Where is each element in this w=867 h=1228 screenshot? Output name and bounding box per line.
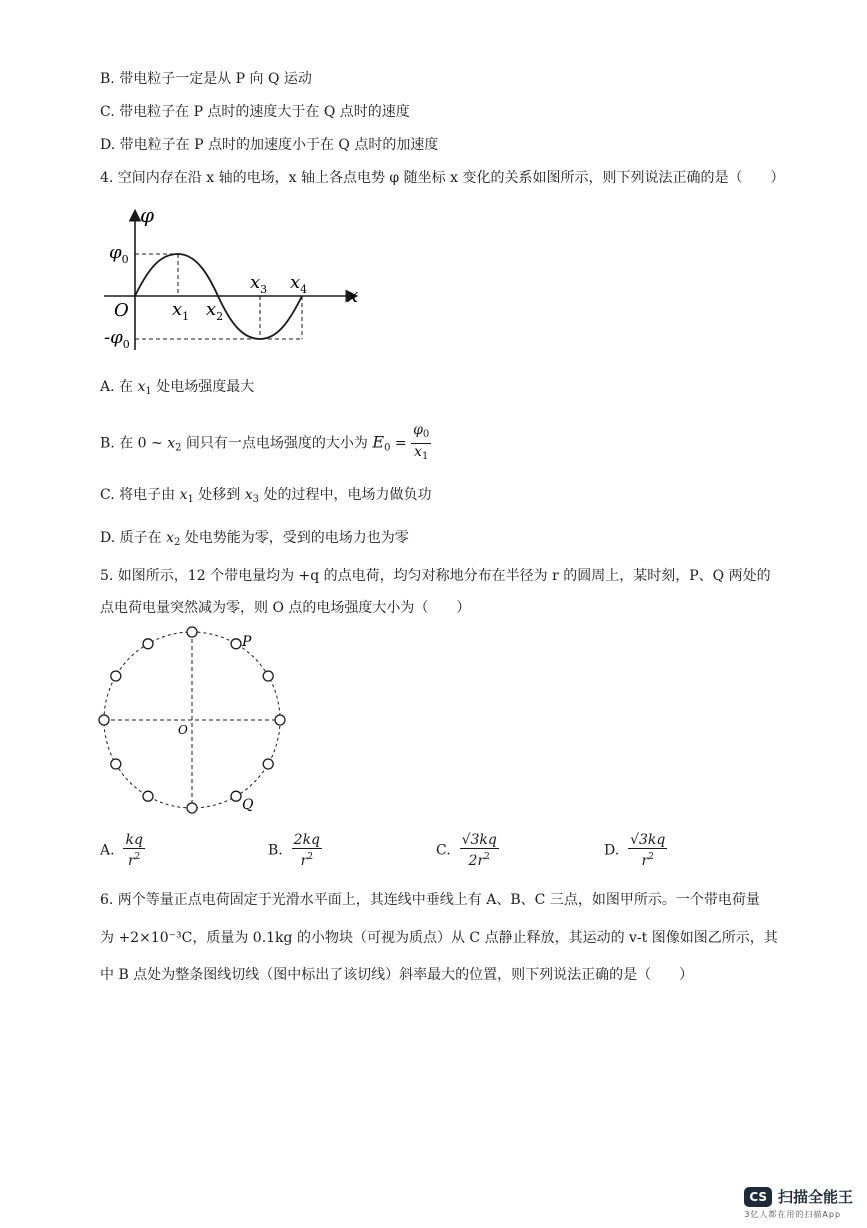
label-p: P (242, 634, 252, 650)
origin-label: O (114, 300, 129, 321)
point-charge (231, 639, 241, 649)
q6-line3: 中 B 点处为整条图线切线（图中标出了该切线）斜率最大的位置，则下列说法正确的是（ ） (100, 967, 694, 983)
x-axis-label: x (347, 283, 359, 307)
q3-option-b: B. 带电粒子一定是从 P 向 Q 运动 (100, 71, 312, 87)
q4-option-d: D. 质子在 $x_2$ 处电势能为零，受到的电场力也为零 (100, 530, 409, 548)
q6-line2: 为 +2×10⁻³C，质量为 0.1kg 的小物块（可视为质点）从 C 点静止释放，其运动的 v-t 图像如图乙所示，其 (100, 930, 778, 946)
label-q: Q (242, 797, 254, 813)
point-charge (263, 671, 273, 681)
point-charge (187, 627, 197, 637)
camscanner-name: 扫描全能王 (777, 1188, 853, 1206)
q5-option-d: D. $\frac{√3kq}{r^2}$ (604, 832, 666, 869)
phi0-label: $\varphi_0$ (109, 242, 129, 266)
q4-option-c: C. 将电子由 $x_1$ 处移到 $x_3$ 处的过程中，电场力做负功 (100, 487, 432, 505)
q5-option-a: A. $\frac{kq}{r^2}$ (100, 832, 143, 869)
q4-option-b: B. 在 0 ~ $x_2$ 间只有一点电场强度的大小为 $E_0$ = $\frac{\varphi_0}{x_1}$ (100, 422, 431, 465)
x4-label: $x_4$ (290, 272, 308, 296)
point-charge (143, 791, 153, 801)
q5-charge-circle-diagram (96, 624, 296, 820)
label-o: O (178, 723, 188, 737)
x2-label: $x_2$ (206, 299, 224, 323)
q4-option-a: A. 在 $x_1$ 处电场强度最大 (100, 379, 255, 397)
point-charge (187, 803, 197, 813)
q5-option-b: B. $\frac{2kq}{r^2}$ (268, 832, 321, 869)
point-charge (111, 671, 121, 681)
x3-label: $x_3$ (250, 272, 268, 296)
point-charge (111, 759, 121, 769)
q4-potential-graph (100, 200, 370, 355)
q3-option-c: C. 带电粒子在 P 点时的速度大于在 Q 点时的速度 (100, 104, 410, 120)
q3-option-d: D. 带电粒子在 P 点时的加速度小于在 Q 点时的加速度 (100, 137, 439, 153)
q4-stem: 4. 空间内存在沿 x 轴的电场，x 轴上各点电势 φ 随坐标 x 变化的关系如图所示，则下列说法正确的是（ ） (100, 170, 785, 186)
camscanner-watermark (744, 1186, 853, 1220)
q5-stem-line1: 5. 如图所示，12 个带电量均为 +q 的点电荷，均匀对称地分布在半径为 r 的圆周上，某时刻，P、Q 两处的 (100, 568, 771, 584)
point-charge (275, 715, 285, 725)
camscanner-tagline: 3亿人都在用的扫描App (744, 1210, 842, 1219)
phi-axis-label: φ (140, 203, 155, 227)
camscanner-logo-icon: CS (744, 1187, 772, 1207)
x1-label: $x_1$ (172, 299, 190, 323)
point-charge (99, 715, 109, 725)
point-charge (263, 759, 273, 769)
point-charge (143, 639, 153, 649)
point-charge (231, 791, 241, 801)
q6-line1: 6. 两个等量正点电荷固定于光滑水平面上，其连线中垂线上有 A、B、C 三点，如图甲所示。一个带电荷量 (100, 892, 760, 908)
q5-option-c: C. $\frac{√3kq}{2r^2}$ (436, 832, 497, 869)
neg-phi0-label: $-\varphi_0$ (104, 327, 130, 351)
q5-stem-line2: 点电荷电量突然减为零，则 O 点的电场强度大小为（ ） (100, 600, 471, 616)
field-fraction: $\frac{\varphi_0}{x_1}$ (413, 422, 430, 462)
